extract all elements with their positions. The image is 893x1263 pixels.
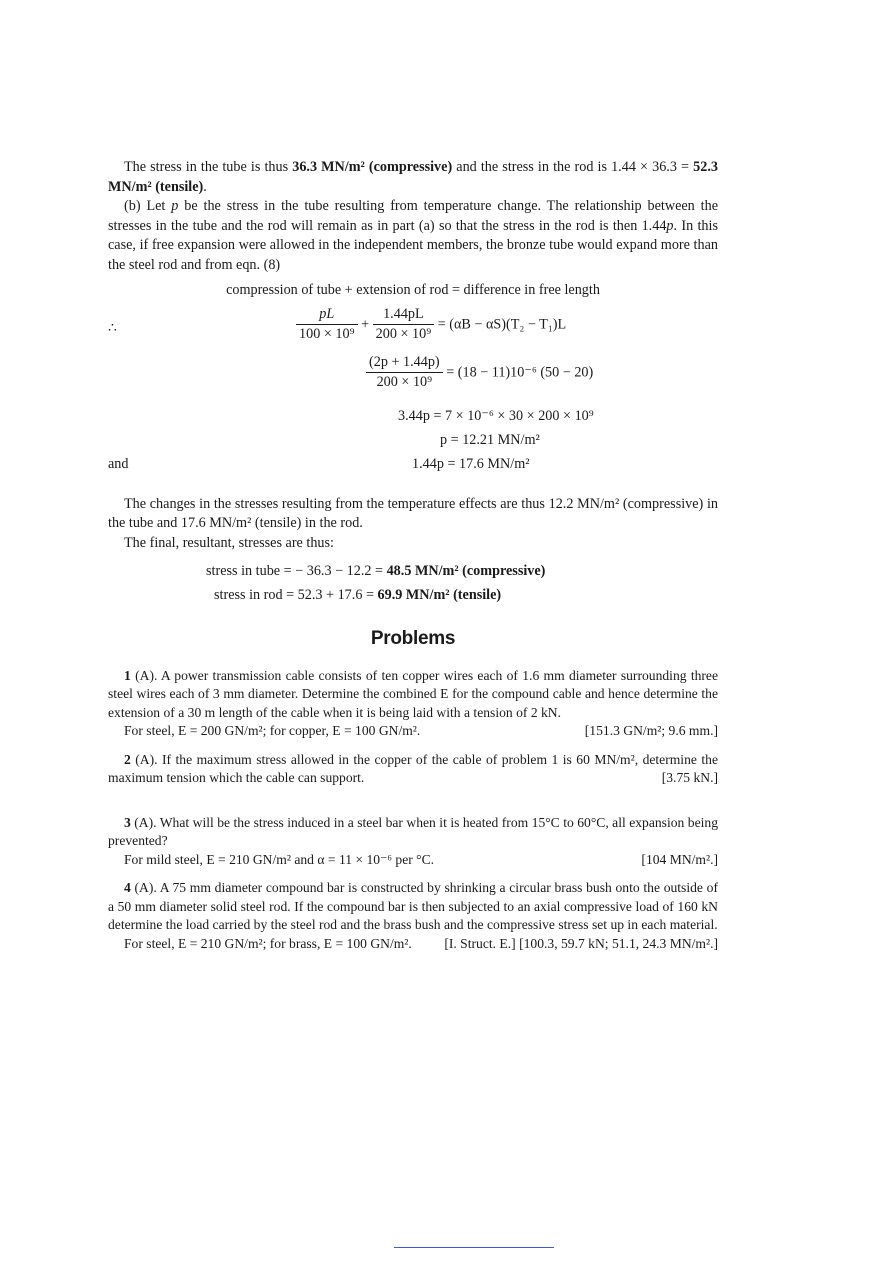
text: stress in tube = − 36.3 − 12.2 = — [206, 563, 387, 579]
denominator: 100 × 10⁹ — [299, 326, 355, 342]
problem-data-row — [108, 935, 718, 954]
bold-result: 69.9 MN/m² (tensile) — [377, 587, 502, 603]
text: be the stress in the tube resulting from temperature change. The relationship between the stresses in the tube and the rod will remain as in part (a) so that the stress in the rod is then 1.44 — [108, 198, 718, 234]
rhs: = (αB − αS)(T₂ − T₁)L — [437, 315, 567, 332]
text: (A). A 75 mm diameter compound bar is constructed by shrinking a circular brass bush onto the outside of a 50 mm diameter solid steel rod. If the compound bar is then subjected to an axial compressive load of 160 kN determine the load carried by the steel rod and the brass bush and the compressive stress set up in each material. — [108, 880, 718, 932]
equation-2 — [366, 353, 593, 393]
problem-number: 3 — [124, 814, 131, 830]
fraction — [373, 305, 435, 345]
therefore-symbol: ∴ — [108, 319, 118, 336]
problem-data: For steel, E = 200 GN/m²; for copper, E = 100 GN/m². — [124, 723, 421, 738]
equation-5: 1.44p = 17.6 MN/m² — [412, 455, 530, 472]
problem-data-row — [108, 851, 718, 870]
problem-data: For steel, E = 210 GN/m²; for brass, E = 100 GN/m². — [124, 935, 412, 951]
text: stress in rod = 52.3 + 17.6 = — [214, 587, 378, 603]
paragraph-final: The final, resultant, stresses are thus: — [124, 534, 334, 551]
text: and the stress in the rod is 1.44 × 36.3 = — [452, 159, 694, 175]
text: (A). If the maximum stress allowed in the copper of the cable of problem 1 is 60 MN/m², determine the maximum tension which the cable can support. — [108, 751, 718, 785]
bold-result: 48.5 MN/m² (compressive) — [386, 563, 546, 579]
final-tube — [206, 559, 718, 583]
text: The stress in the tube is thus — [124, 159, 293, 175]
equation-4: p = 12.21 MN/m² — [440, 431, 540, 448]
denominator: 200 × 10⁹ — [375, 326, 432, 342]
problem-data: For mild steel, E = 210 GN/m² and α = 11 × 10⁻⁶ per °C. — [124, 851, 435, 867]
paragraph-part-b — [108, 197, 718, 275]
text: . — [203, 178, 207, 195]
problem-1 — [108, 667, 718, 741]
problem-text — [108, 814, 718, 851]
problem-number: 4 — [124, 880, 131, 895]
operator: + — [361, 315, 370, 332]
fraction — [366, 353, 443, 393]
footer-link-underline — [394, 1247, 554, 1248]
and-label: and — [108, 455, 129, 472]
rhs: = (18 − 11)10⁻⁶ (50 − 20) — [446, 363, 594, 380]
text: (b) Let — [124, 198, 172, 214]
problem-3 — [108, 814, 718, 870]
equation-block — [108, 305, 718, 495]
paragraph-changes: The changes in the stresses resulting from the temperature effects are thus 12.2 MN/m² (compressive) in the tube and 17.6 MN/m² (tensile) in the rod. — [108, 495, 718, 531]
problem-answer: [100.3, 59.7 kN; 51.1, 24.3 MN/m².] — [519, 935, 718, 951]
numerator: 1.44pL — [373, 305, 435, 326]
numerator: pL — [296, 305, 358, 326]
text: (A). A power transmission cable consists of ten copper wires each of 1.6 mm diameter surrounding three steel wires each of 3 mm diameter. Determine the combined E for the compound cable and hence determine the extension of a 30 m length of the cable when it is being laid with a tension of 2 kN. — [108, 667, 718, 720]
problem-answer: [3.75 kN.] — [661, 770, 718, 785]
page-body — [108, 158, 718, 963]
problem-text — [108, 667, 718, 723]
problems-heading: Problems — [370, 628, 456, 649]
equation-statement: compression of tube + extension of rod = difference in free length — [226, 282, 600, 298]
text: (A). What will be the stress induced in a steel bar when it is heated from 15°C to 60°C, all expansion being prevented? — [108, 814, 718, 848]
problem-number: 2 — [124, 751, 131, 767]
problem-source: [I. Struct. E.] — [444, 935, 516, 951]
text: . In this case, if free expansion were allowed in the independent members, the bronze tube would expand more than the steel rod and from eqn. (8) — [108, 217, 718, 273]
paragraph-stress-result — [108, 158, 718, 197]
variable: p — [666, 217, 674, 234]
equation-3: 3.44p = 7 × 10⁻⁶ × 30 × 200 × 10⁹ — [398, 407, 594, 424]
numerator: (2p + 1.44p) — [366, 353, 443, 374]
problem-number: 1 — [124, 667, 131, 683]
equation-1 — [296, 305, 566, 345]
denominator: 200 × 10⁹ — [376, 374, 433, 390]
final-stresses — [206, 559, 718, 607]
variable: p — [171, 198, 179, 214]
problem-text — [108, 751, 718, 788]
problem-2 — [108, 751, 718, 788]
problem-4 — [108, 879, 718, 953]
problem-text — [108, 879, 718, 935]
bold-result: 36.3 MN/m² (compressive) — [292, 159, 453, 175]
final-rod — [206, 583, 718, 607]
problem-answer: [104 MN/m².] — [641, 851, 718, 867]
fraction — [296, 305, 358, 345]
bold-result: 52.3 MN/m² (tensile) — [108, 159, 718, 195]
problem-data-row — [108, 722, 718, 741]
problem-answer: [151.3 GN/m²; 9.6 mm.] — [584, 723, 718, 738]
problem-refs — [444, 935, 718, 954]
